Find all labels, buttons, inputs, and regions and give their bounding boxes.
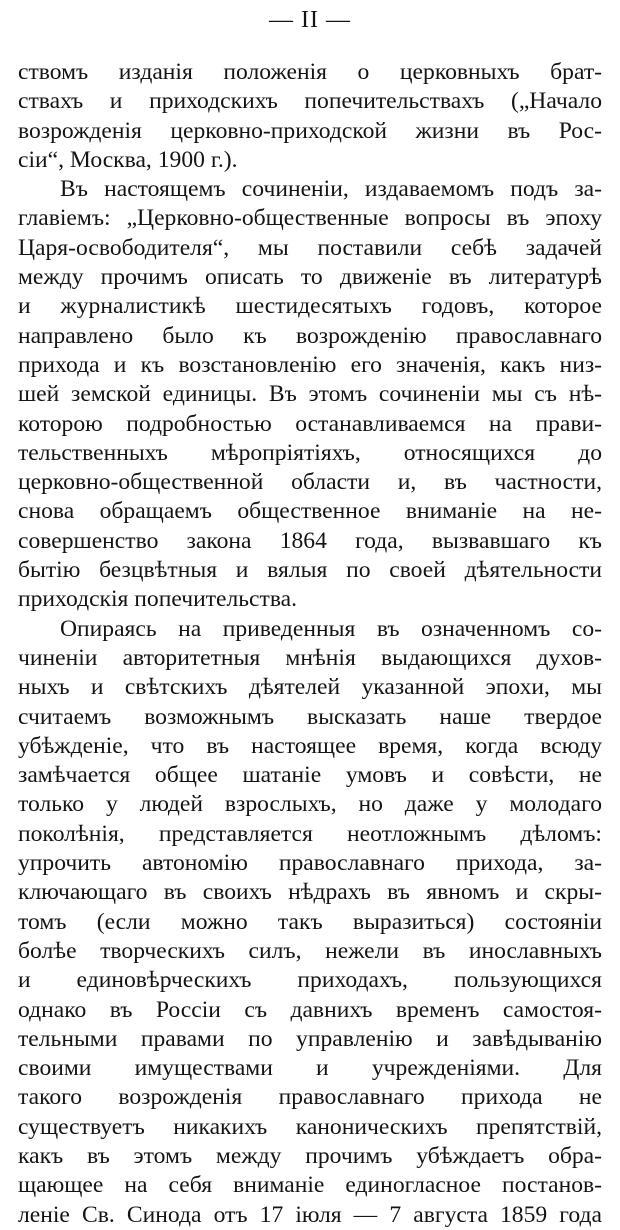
text-line: которою подробностью останавливаемся на прави- (18, 410, 602, 437)
paragraph (18, 615, 602, 1230)
text-line: и журналистикѣ шестидесятыхъ годовъ, которое (18, 293, 602, 320)
text-line: Царя-освободителя“, мы поставили себѣ задачей (18, 234, 602, 261)
text-line: только у людей взрослыхъ, но даже у молодаго (18, 791, 602, 818)
paragraph (18, 58, 602, 175)
text-line: щающее на себя вниманіе единогласное постанов- (18, 1172, 602, 1199)
text-line: убѣжденіе, что въ настоящее время, когда всюду (18, 732, 602, 759)
text-line: сіи“, Москва, 1900 г.). (18, 146, 238, 173)
text-line: существуетъ никакихъ каноническихъ препятствій, (18, 1113, 602, 1140)
text-line: такого возрожденія православнаго прихода не (18, 1084, 602, 1111)
text-line: упрочить автономію православнаго прихода, за- (18, 850, 602, 877)
paragraph (18, 175, 602, 614)
text-line: направлено было къ возрожденію православнаго (18, 322, 602, 349)
text-line: снова обращаемъ общественное вниманіе на не- (18, 498, 602, 525)
text-line: ключающаго въ своихъ нѣдрахъ въ явномъ и скры- (18, 879, 602, 906)
text-line: поколѣнія, представляется неотложнымъ дѣломъ: (18, 820, 602, 847)
text-line: приходскія попечительства. (18, 586, 298, 613)
text-line: бытію безцвѣтныя и вялыя по своей дѣятельности (18, 557, 602, 584)
text-line: ствахъ и приходскихъ попечительствахъ („Начало (18, 88, 602, 115)
text-line: совершенство закона 1864 года, вызвавшаго къ (18, 527, 602, 554)
text-line: тельственныхъ мѣропріятіяхъ, относящихся до (18, 439, 602, 466)
text-line: Въ настоящемъ сочиненіи, издаваемомъ подъ за- (60, 176, 602, 203)
text-line: леніе Св. Синода отъ 17 іюля — 7 августа 1859 года (18, 1201, 602, 1228)
text-line: и единовѣрческихъ приходахъ, пользующихся (18, 967, 602, 994)
text-line: ныхъ и свѣтскихъ дѣятелей указанной эпохи, мы (18, 674, 602, 701)
text-line: Опираясь на приведенныя въ означенномъ со- (60, 615, 602, 642)
page-number: — II — (269, 7, 351, 33)
text-line: главіемъ: „Церковно-общественные вопросы въ эпоху (18, 205, 602, 232)
body-text (18, 58, 602, 1230)
text-line: какъ въ этомъ между прочимъ убѣждаетъ обра- (18, 1142, 602, 1169)
text-line: ствомъ изданія положенія о церковныхъ брат- (18, 59, 602, 85)
text-line: считаемъ возможнымъ высказать наше твердое (18, 703, 602, 730)
text-line: возрожденія церковно-приходской жизни въ Рос- (18, 117, 602, 144)
text-line: томъ (если можно такъ выразиться) состояніи (18, 908, 602, 935)
text-line: замѣчается общее шатаніе умовъ и совѣсти, не (18, 762, 602, 789)
text-line: прихода и къ возстановленію его значенія, какъ низ- (18, 351, 602, 378)
text-line: болѣе творческихъ силъ, нежели въ инославныхъ (18, 937, 602, 964)
text-line: однако въ Россіи съ давнихъ временъ самостоя- (18, 996, 602, 1023)
text-line: шей земской единицы. Въ этомъ сочиненіи мы съ нѣ- (18, 381, 602, 408)
text-line: тельными правами по управленію и завѣдыванію (18, 1025, 602, 1052)
text-line: чиненіи авторитетныя мнѣнія выдающихся духов- (18, 644, 602, 671)
text-line: своими имуществами и учрежденіями. Для (18, 1055, 602, 1082)
text-line: между прочимъ описать то движеніе въ литературѣ (18, 264, 602, 291)
text-line: церковно-общественной области и, въ частности, (18, 469, 602, 496)
